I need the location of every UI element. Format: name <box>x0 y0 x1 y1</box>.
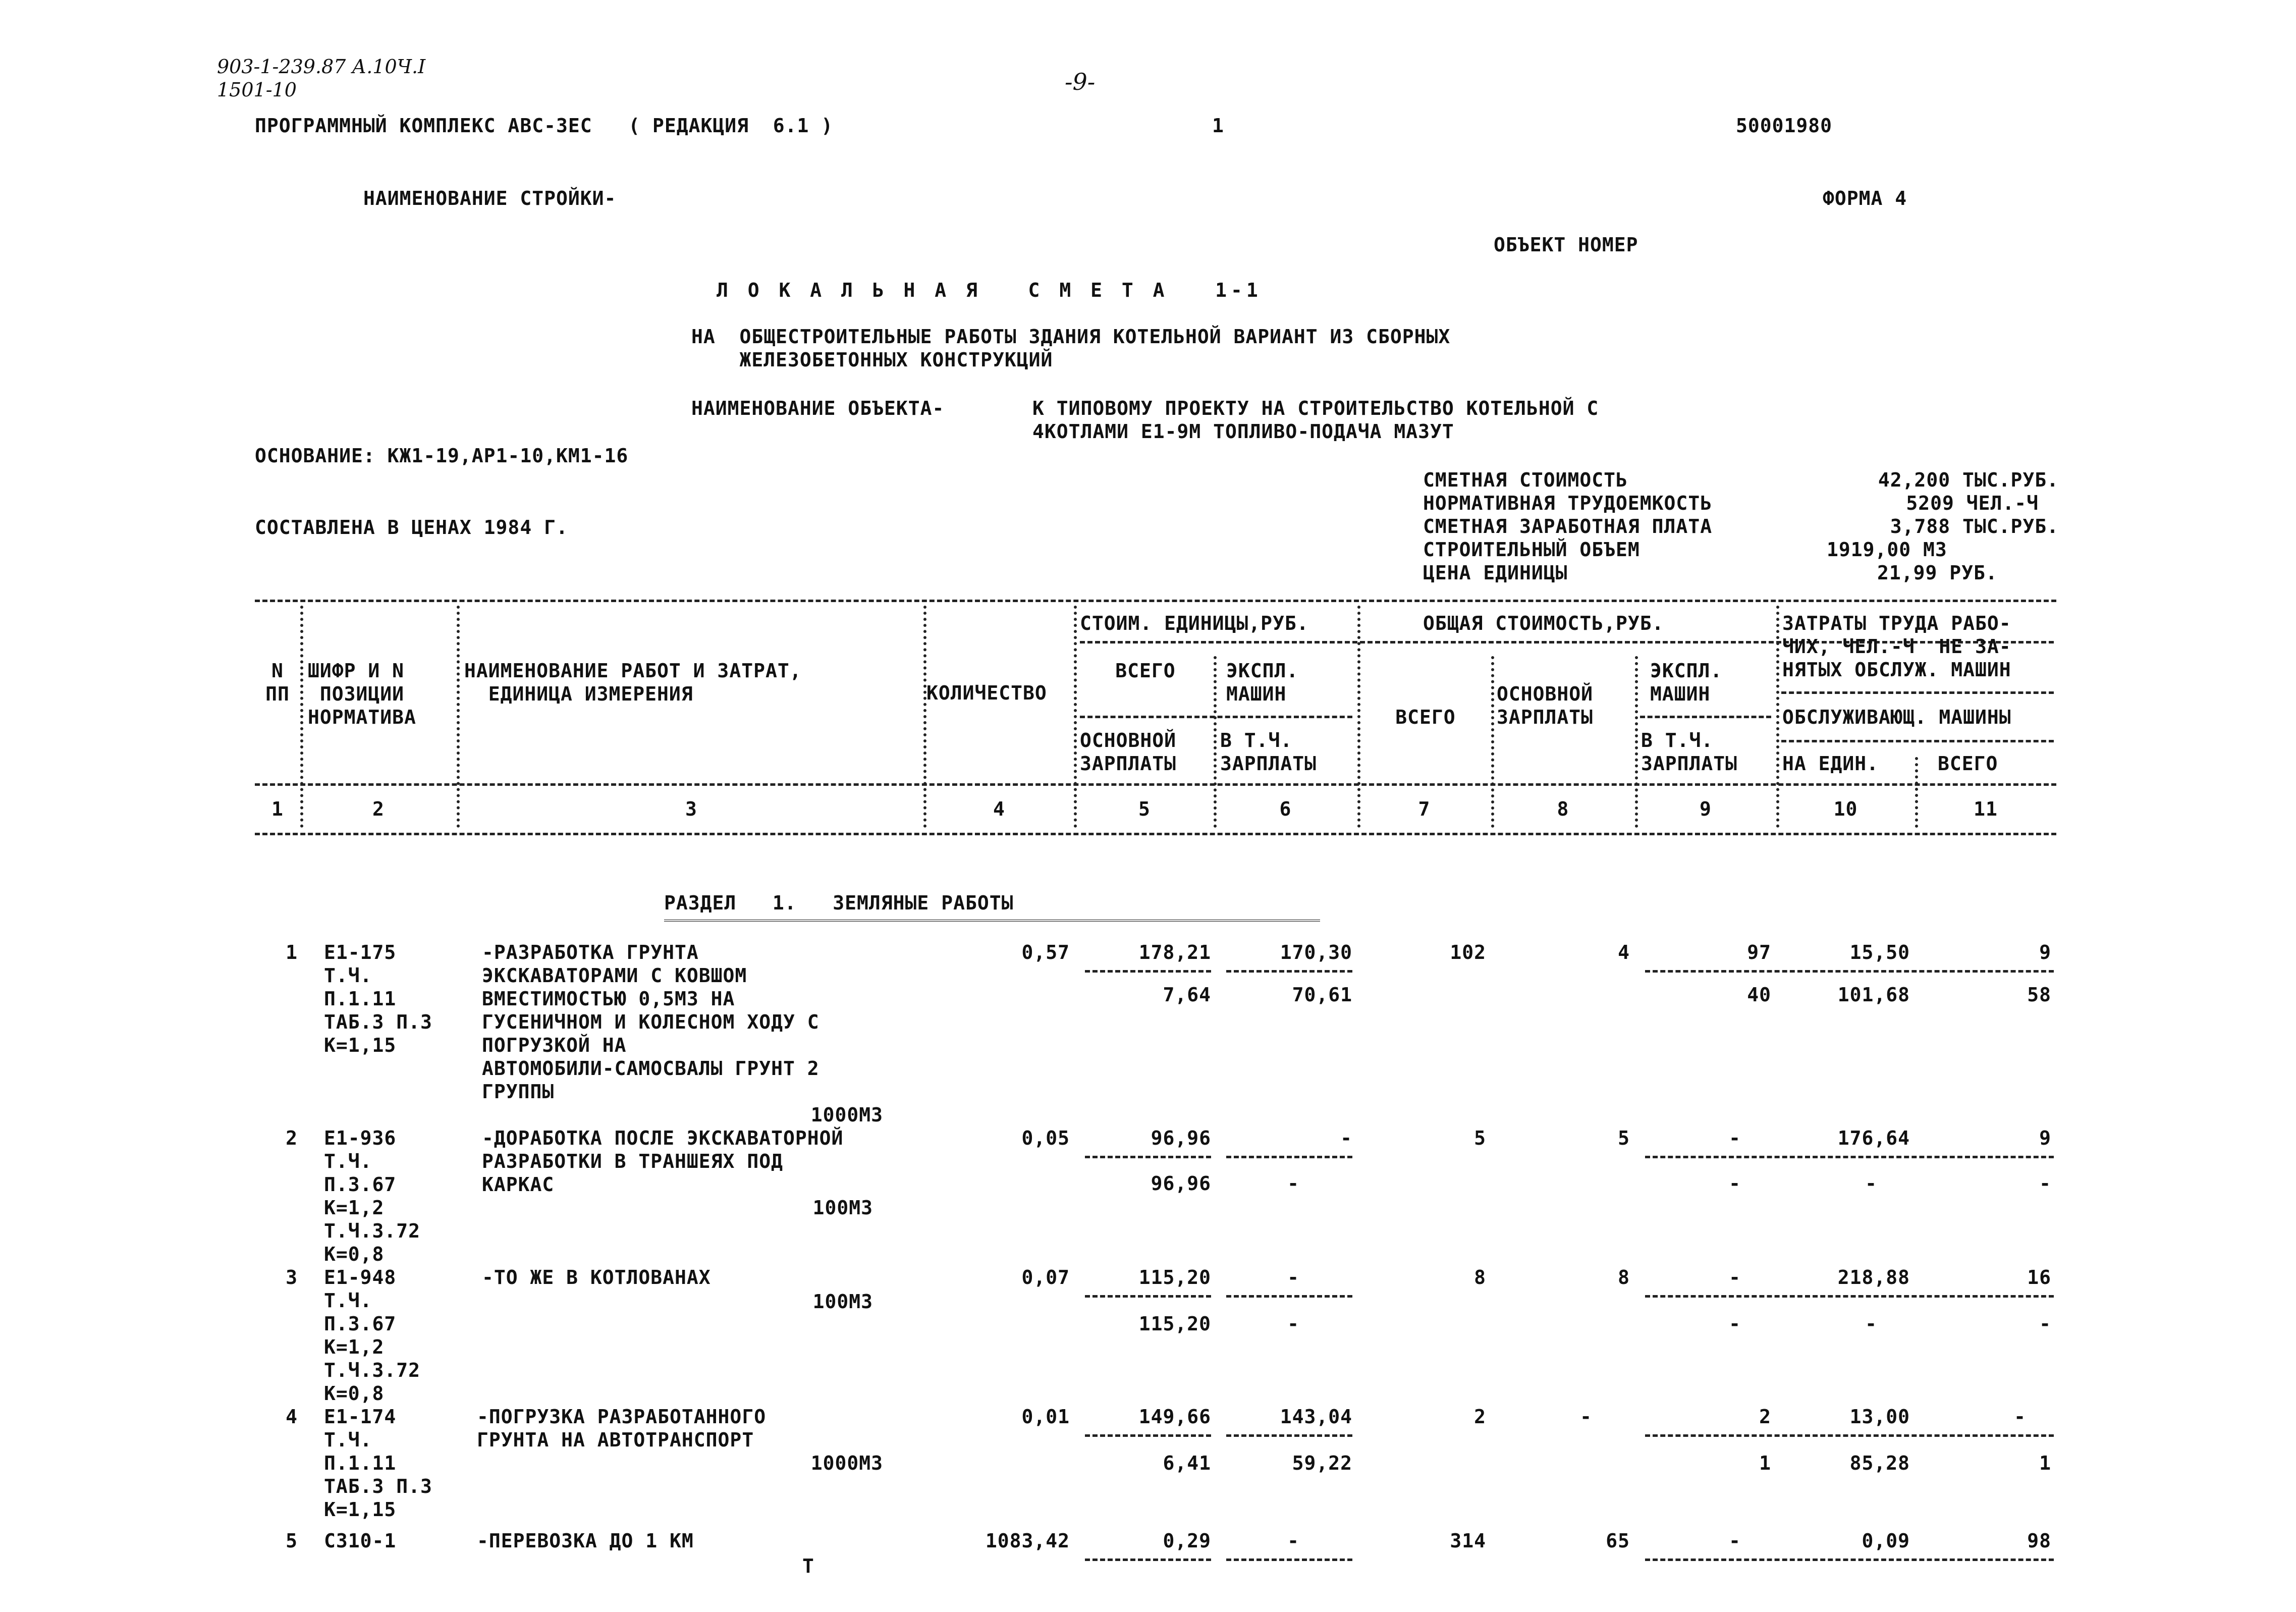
object-label: НАИМЕНОВАНИЕ ОБЪЕКТА- <box>691 397 945 419</box>
row-subrule <box>1645 1434 2054 1437</box>
price-basis: СОСТАВЛЕНА В ЦЕНАХ 1984 Г. <box>255 516 568 539</box>
row-labor-mach-vsego: 1 <box>2039 1452 2051 1474</box>
object-name-line2: 4КОТЛАМИ Е1-9М ТОПЛИВО-ПОДАЧА МАЗУТ <box>1032 420 1454 443</box>
forma-label: ФОРМА 4 <box>1823 187 1907 209</box>
row-total-vt: - <box>1729 1313 1741 1335</box>
summary-value: 5209 ЧЕЛ.-Ч <box>1906 492 2039 514</box>
column-number: 9 <box>1700 798 1712 820</box>
row-unit-expl: - <box>1287 1530 1299 1552</box>
row-total-osn: 65 <box>1606 1530 1630 1552</box>
stroika-label: НАИМЕНОВАНИЕ СТРОЙКИ- <box>363 187 617 209</box>
row-qty: 0,05 <box>1021 1127 1070 1149</box>
header-total-vsego: ВСЕГО <box>1395 706 1456 728</box>
sheet-number: 1 <box>1212 115 1224 137</box>
section-title-underline <box>664 920 1320 922</box>
row-qty: 0,57 <box>1021 941 1070 963</box>
row-subrule <box>1226 1156 1352 1158</box>
column-number: 11 <box>1974 798 1998 820</box>
row-labor-mach-edin: 85,28 <box>1849 1452 1910 1474</box>
header-subrule <box>1781 691 2054 694</box>
header-shifr: ШИФР И N ПОЗИЦИИ НОРМАТИВА <box>308 660 416 728</box>
column-number: 2 <box>372 798 385 820</box>
row-labor-edin: 176,64 <box>1837 1127 1910 1149</box>
row-total-vsego: 8 <box>1474 1266 1486 1288</box>
row-unit-osn-zp: 96,96 <box>1151 1172 1211 1195</box>
row-name: -ПЕРЕВОЗКА ДО 1 КМ <box>477 1530 694 1552</box>
row-unit-osn-zp: 115,20 <box>1138 1313 1211 1335</box>
row-unit-expl: - <box>1340 1127 1352 1149</box>
row-labor-edin: 15,50 <box>1849 941 1910 963</box>
summary-value: 42,200 ТЫС.РУБ. <box>1878 469 2059 491</box>
row-total-vsego: 102 <box>1450 941 1486 963</box>
row-unit-osn-zp: 7,64 <box>1163 984 1211 1006</box>
header-labor-machines: ОБСЛУЖИВАЮЩ. МАШИНЫ <box>1782 706 2011 728</box>
row-total-osn: 5 <box>1618 1127 1630 1149</box>
smeta-purpose-line1: НА ОБЩЕСТРОИТЕЛЬНЫЕ РАБОТЫ ЗДАНИЯ КОТЕЛЬНОЙ ВАРИАНТ ИЗ СБОРНЫХ <box>691 326 1451 348</box>
header-name: НАИМЕНОВАНИЕ РАБОТ И ЗАТРАТ, ЕДИНИЦА ИЗМЕРЕНИЯ <box>464 660 802 705</box>
row-codes: Е1-936 Т.Ч. П.3.67 К=1,2 Т.Ч.3.72 К=0,8 <box>324 1127 421 1265</box>
row-subrule <box>1085 1559 1211 1561</box>
row-name: -ТО ЖЕ В КОТЛОВАНАХ <box>482 1266 711 1288</box>
column-separator <box>1074 606 1077 828</box>
row-qty: 0,01 <box>1021 1406 1070 1428</box>
table-numbers-rule <box>255 833 2056 835</box>
row-unit-expl: 143,04 <box>1280 1406 1352 1428</box>
row-labor-vsego: 16 <box>2027 1266 2051 1288</box>
row-qty: 1083,42 <box>985 1530 1070 1552</box>
object-name-line1: К ТИПОВОМУ ПРОЕКТУ НА СТРОИТЕЛЬСТВО КОТЕЛЬНОЙ С <box>1032 397 1599 419</box>
column-separator <box>923 606 926 828</box>
column-number: 1 <box>271 798 284 820</box>
column-number: 5 <box>1138 798 1151 820</box>
header-subrule <box>1080 716 1352 718</box>
header-subrule <box>1781 740 2054 742</box>
row-codes: Е1-175 Т.Ч. П.1.11 ТАБ.3 П.3 К=1,15 <box>324 941 432 1056</box>
summary-label: ЦЕНА ЕДИНИЦЫ <box>1423 562 1568 584</box>
header-labor: ЗАТРАТЫ ТРУДА РАБО- ЧИХ, ЧЕЛ.-Ч НЕ ЗА- НЯТЫХ ОБСЛУЖ. МАШИН <box>1782 612 2011 681</box>
row-total-vsego: 2 <box>1474 1406 1486 1428</box>
row-total-expl: 97 <box>1747 941 1771 963</box>
row-subrule <box>1085 1156 1211 1158</box>
column-separator <box>1776 606 1779 828</box>
header-subrule <box>1640 716 1771 718</box>
row-labor-mach-edin: - <box>1865 1172 1877 1195</box>
row-labor-edin: 218,88 <box>1837 1266 1910 1288</box>
column-separator <box>1357 606 1360 828</box>
row-name: -РАЗРАБОТКА ГРУНТА ЭКСКАВАТОРАМИ С КОВШОМ ВМЕСТИМОСТЬЮ 0,5М3 НА ГУСЕНИЧНОМ И КОЛЕСНОМ ХОДУ С ПОГРУЗКОЙ НА АВТОМОБИЛИ-САМОСВАЛЫ ГРУНТ 2 ГРУППЫ <box>482 941 819 1103</box>
row-subrule <box>1085 1434 1211 1437</box>
column-number: 3 <box>685 798 697 820</box>
row-unit: 100М3 <box>812 1197 873 1219</box>
row-codes: Е1-174 Т.Ч. П.1.11 ТАБ.3 П.3 К=1,15 <box>324 1406 432 1521</box>
header-total-expl: ЭКСПЛ. МАШИН <box>1650 660 1723 705</box>
row-number: 2 <box>286 1127 298 1149</box>
row-codes: Е1-948 Т.Ч. П.3.67 К=1,2 Т.Ч.3.72 К=0,8 <box>324 1266 421 1405</box>
header-np: N ПП <box>265 660 290 705</box>
row-labor-mach-vsego: 58 <box>2027 984 2051 1006</box>
smeta-title: Л О К А Л Ь Н А Я С М Е Т А 1-1 <box>717 279 1262 301</box>
row-labor-mach-edin: 101,68 <box>1837 984 1910 1006</box>
row-number: 4 <box>286 1406 298 1428</box>
row-subrule <box>1645 1295 2054 1298</box>
row-unit-vsego: 178,21 <box>1138 941 1211 963</box>
header-osn-zp: ОСНОВНОЙ ЗАРПЛАТЫ <box>1080 729 1177 775</box>
row-unit-vt-zp: - <box>1287 1313 1299 1335</box>
row-total-vsego: 314 <box>1450 1530 1486 1552</box>
row-subrule <box>1226 1434 1352 1437</box>
header-vt-zp: В Т.Ч. ЗАРПЛАТЫ <box>1220 729 1317 775</box>
row-labor-edin: 13,00 <box>1849 1406 1910 1428</box>
row-subrule <box>1085 970 1211 973</box>
row-labor-vsego: 9 <box>2039 941 2051 963</box>
row-total-vsego: 5 <box>1474 1127 1486 1149</box>
row-total-osn: 4 <box>1618 941 1630 963</box>
header-na-edin: НА ЕДИН. <box>1782 753 1879 775</box>
row-total-vt: - <box>1729 1172 1741 1195</box>
document-code: 50001980 <box>1736 115 1833 137</box>
row-unit-expl: - <box>1287 1266 1299 1288</box>
row-total-osn: 8 <box>1618 1266 1630 1288</box>
header-vsego: ВСЕГО <box>1115 660 1176 682</box>
row-unit-vsego: 0,29 <box>1163 1530 1211 1552</box>
row-unit-vt-zp: - <box>1287 1172 1299 1195</box>
table-header-rule <box>255 783 2056 786</box>
row-labor-vsego: 9 <box>2039 1127 2051 1149</box>
column-number: 10 <box>1833 798 1858 820</box>
column-separator <box>300 606 303 828</box>
header-qty: КОЛИЧЕСТВО <box>926 682 1047 704</box>
row-total-osn: - <box>1580 1406 1592 1428</box>
table-top-rule <box>255 600 2056 602</box>
row-subrule <box>1226 1295 1352 1298</box>
row-labor-mach-vsego: - <box>2039 1172 2051 1195</box>
row-subrule <box>1226 970 1352 973</box>
row-total-expl: 2 <box>1759 1406 1771 1428</box>
column-number: 7 <box>1418 798 1431 820</box>
row-labor-mach-edin: - <box>1865 1313 1877 1335</box>
row-unit-vt-zp: 59,22 <box>1292 1452 1352 1474</box>
row-total-vt: 1 <box>1759 1452 1771 1474</box>
column-number: 6 <box>1279 798 1292 820</box>
row-labor-vsego: 98 <box>2027 1530 2051 1552</box>
row-unit-vsego: 149,66 <box>1138 1406 1211 1428</box>
row-labor-edin: 0,09 <box>1862 1530 1910 1552</box>
row-subrule <box>1645 1156 2054 1158</box>
summary-value: 3,788 ТЫС.РУБ. <box>1890 515 2059 538</box>
handwritten-doc-number: 1501-10 <box>217 79 297 101</box>
row-unit: 1000М3 <box>810 1452 883 1474</box>
row-number: 5 <box>286 1530 298 1552</box>
object-number-label: ОБЪЕКТ НОМЕР <box>1494 234 1638 256</box>
row-labor-mach-vsego: - <box>2039 1313 2051 1335</box>
summary-label: СТРОИТЕЛЬНЫЙ ОБЪЕМ <box>1423 539 1640 561</box>
section-title: РАЗДЕЛ 1. ЗЕМЛЯНЫЕ РАБОТЫ <box>664 892 1014 914</box>
program-line: ПРОГРАММНЫЙ КОМПЛЕКС АВС-3ЕС ( РЕДАКЦИЯ 6.1 ) <box>255 115 834 137</box>
row-qty: 0,07 <box>1021 1266 1070 1288</box>
row-labor-vsego: - <box>2014 1406 2026 1428</box>
row-unit: 100М3 <box>812 1291 873 1313</box>
row-number: 1 <box>286 941 298 963</box>
row-number: 3 <box>286 1266 298 1288</box>
row-subrule <box>1085 1295 1211 1298</box>
osnovanie: ОСНОВАНИЕ: КЖ1-19,АР1-10,КМ1-16 <box>255 445 629 467</box>
row-subrule <box>1226 1559 1352 1561</box>
row-unit-vsego: 115,20 <box>1138 1266 1211 1288</box>
row-unit-vt-zp: 70,61 <box>1292 984 1352 1006</box>
row-codes: С310-1 <box>324 1530 397 1552</box>
row-unit-vsego: 96,96 <box>1151 1127 1211 1149</box>
header-labor-vsego: ВСЕГО <box>1938 753 1998 775</box>
row-unit-osn-zp: 6,41 <box>1163 1452 1211 1474</box>
row-unit-expl: 170,30 <box>1280 941 1352 963</box>
summary-value: 21,99 РУБ. <box>1877 562 1998 584</box>
summary-value: 1919,00 М3 <box>1827 539 1947 561</box>
header-expl: ЭКСПЛ. МАШИН <box>1226 660 1299 705</box>
column-number: 4 <box>993 798 1005 820</box>
row-total-vt: 40 <box>1747 984 1771 1006</box>
row-unit: 1000М3 <box>810 1104 883 1126</box>
header-total-osn: ОСНОВНОЙ ЗАРПЛАТЫ <box>1497 683 1594 728</box>
row-total-expl: - <box>1729 1266 1741 1288</box>
header-unit-cost: СТОИМ. ЕДИНИЦЫ,РУБ. <box>1080 612 1309 634</box>
row-total-expl: - <box>1729 1127 1741 1149</box>
page-number: -9- <box>1065 68 1096 95</box>
row-subrule <box>1645 1559 2054 1561</box>
summary-label: СМЕТНАЯ ЗАРАБОТНАЯ ПЛАТА <box>1423 515 1713 538</box>
handwritten-doc-code: 903-1-239.87 А.10Ч.I <box>217 56 426 78</box>
header-total-vt: В Т.Ч. ЗАРПЛАТЫ <box>1641 729 1738 775</box>
row-unit: Т <box>802 1555 814 1577</box>
smeta-purpose-line2: ЖЕЛЕЗОБЕТОННЫХ КОНСТРУКЦИЙ <box>691 349 1053 371</box>
row-subrule <box>1645 970 2054 973</box>
column-number: 8 <box>1557 798 1569 820</box>
row-name: -ДОРАБОТКА ПОСЛЕ ЭКСКАВАТОРНОЙ РАЗРАБОТКИ В ТРАНШЕЯХ ПОД КАРКАС <box>482 1127 844 1196</box>
row-name: -ПОГРУЗКА РАЗРАБОТАННОГО ГРУНТА НА АВТОТРАНСПОРТ <box>477 1406 767 1451</box>
summary-label: СМЕТНАЯ СТОИМОСТЬ <box>1423 469 1628 491</box>
header-total-cost: ОБЩАЯ СТОИМОСТЬ,РУБ. <box>1423 612 1664 634</box>
row-total-expl: - <box>1729 1530 1741 1552</box>
column-separator <box>457 606 460 828</box>
summary-label: НОРМАТИВНАЯ ТРУДОЕМКОСТЬ <box>1423 492 1713 514</box>
